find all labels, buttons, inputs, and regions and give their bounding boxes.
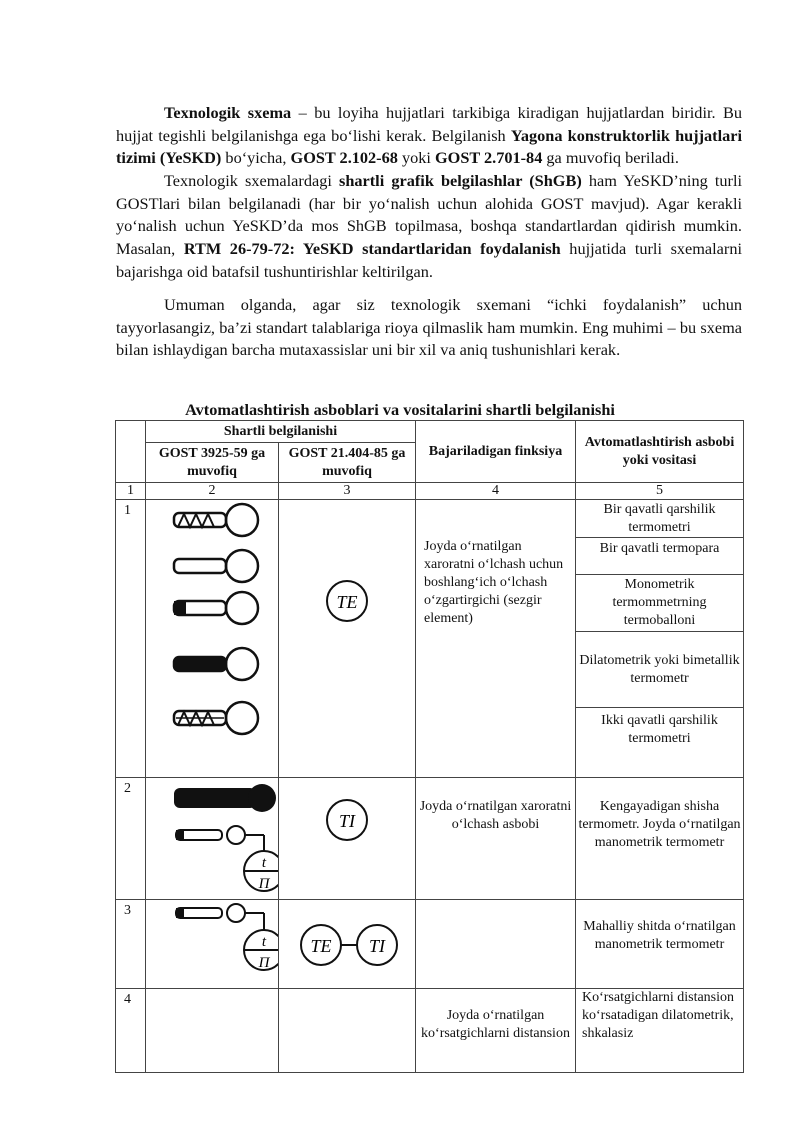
device-item: Dilatometrik yoki bimetallik termometr (576, 632, 743, 708)
device-item: Monometrik termommetrning termoballoni (576, 575, 743, 632)
text: bo‘yicha, (221, 148, 291, 168)
text: hujjatida turli sxemalarni bajarishga oid batafsil tushuntirishlar keltirilgan. (116, 239, 742, 281)
gost21404-symbol-row3 (279, 900, 416, 989)
device-row2 (576, 778, 744, 900)
text: ham YeSKD’ning turli GOSTlari bilan belgilanadi (har bir yo‘nalish uchun alohida GOST mavjud). Agar kerakli yo‘nalish uchun YeSKD’da mos ShGB topilmasa, boshqa standartlardan qidirish mumkin. Masalan, (116, 171, 743, 259)
term-yeskd: Yagona konstruktorlik hujjatlari tizimi (YeSKD) (116, 125, 743, 168)
p-label: П (258, 876, 270, 892)
gost21404-symbol-row2 (279, 778, 416, 900)
sensor-symbols-graphic (146, 500, 278, 771)
term-gost-2-701: GOST 2.701-84 (434, 148, 543, 168)
device-item: Ikki qavatli qarshilik termometri (601, 713, 718, 746)
thermometer-symbols-graphic (146, 778, 278, 893)
col-number: 2 (146, 483, 279, 500)
gost3925-symbols-row4 (146, 989, 279, 1073)
gost3925-symbols-row1 (146, 500, 279, 778)
row-number: 1 (116, 500, 146, 778)
term-texnologik-sxema: Texnologik sxema (164, 103, 292, 122)
ti-circle-symbol (279, 778, 415, 893)
device-text: Ko‘rsatgichlarni distansion ko‘rsatadigan dilatometrik, shkalasiz (582, 990, 735, 1041)
te-label: TE (336, 592, 358, 612)
ti-label: TI (368, 936, 386, 956)
paragraph-2 (116, 170, 742, 284)
device-text: Mahalliy shitda o‘rnatilgan manometrik termometr (583, 919, 736, 952)
header-device: Avtomatlashtirish asbobi yoki vositasi (576, 421, 744, 483)
row-number: 2 (116, 778, 146, 900)
term-gost-2-102: GOST 2.102-68 (290, 148, 398, 168)
gost21404-symbol-row1 (279, 500, 416, 778)
term-rtm: RTM 26-79-72: YeSKD standartlaridan foydalanish (183, 239, 561, 259)
device-text: Kengayadigan shisha termometr. Joyda o‘rnatilgan manometrik termometr (578, 799, 741, 850)
paragraph-3 (116, 294, 742, 362)
col-number: 4 (416, 483, 576, 500)
function-row2 (416, 778, 576, 900)
col-number: 1 (116, 483, 146, 500)
gost3925-symbols-row2 (146, 778, 279, 900)
function-text: Joyda o‘rnatilgan ko‘rsatgichlarni distansion (421, 1008, 570, 1041)
symbols-table (115, 420, 744, 1073)
col-number: 3 (279, 483, 416, 500)
te-label: TE (310, 936, 332, 956)
function-row4 (416, 989, 576, 1073)
devices-row1 (576, 500, 744, 778)
gost3925-symbols-row3 (146, 900, 279, 989)
device-item: Bir qavatli qarshilik termometri (576, 500, 743, 538)
ti-label: TI (338, 811, 356, 831)
table-title: Avtomatlashtirish asboblari va vositalarini shartli belgilanishi (185, 400, 615, 419)
function-row1 (416, 500, 576, 778)
function-text: Joyda o‘rnatilgan xaroratni o‘lchash asbobi (419, 799, 572, 832)
header-gost-21404: GOST 21.404-85 ga muvofiq (279, 443, 416, 483)
function-row3 (416, 900, 576, 989)
text: – bu loyiha hujjatlari tarkibiga kiradigan hujjatlardan biridir. Bu hujjat tegishli belgilanishga ega bo‘lishi kerak. Belgilanish (116, 103, 743, 145)
text: yoki (397, 148, 435, 168)
text: Texnologik sxemalardagi (164, 171, 339, 190)
row-number: 4 (116, 989, 146, 1073)
text: ga muvofiq beriladi. (542, 148, 679, 168)
function-text: Joyda o‘rnatilgan xaroratni o‘lchash uchun boshlang‘ich o‘lchash o‘zgartirgichi (sezgir element) (424, 539, 564, 626)
header-gost-3925: GOST 3925-59 ga muvofiq (146, 443, 279, 483)
corner-cell (116, 421, 146, 483)
text: Umuman olganda, agar siz texnologik sxemani “ichki foydalanish” uchun tayyorlasangiz, ba’zi standart talablariga rioya qilmaslik ham mumkin. Eng muhimi – bu sxema bilan ishlaydigan barcha mutaxassislar uni bir xil va aniq tushunishlari kerak. (116, 295, 742, 360)
gost21404-symbol-row4 (279, 989, 416, 1073)
term-shgb: shartli grafik belgilashlar (ShGB) (339, 171, 582, 190)
remote-thermometer-graphic (146, 900, 278, 982)
row-number: 3 (116, 900, 146, 989)
device-row3 (576, 900, 744, 989)
te-ti-symbols (279, 900, 415, 982)
p-label: П (258, 955, 270, 971)
t-label: t (261, 855, 267, 871)
t-label: t (261, 934, 267, 950)
te-circle-symbol (279, 500, 415, 771)
header-group: Shartli belgilanishi (146, 421, 416, 443)
col-number: 5 (576, 483, 744, 500)
device-item: Bir qavatli termopara (576, 538, 743, 575)
header-function: Bajariladigan finksiya (416, 421, 576, 483)
paragraph-1 (116, 102, 742, 170)
device-row4 (576, 989, 744, 1073)
